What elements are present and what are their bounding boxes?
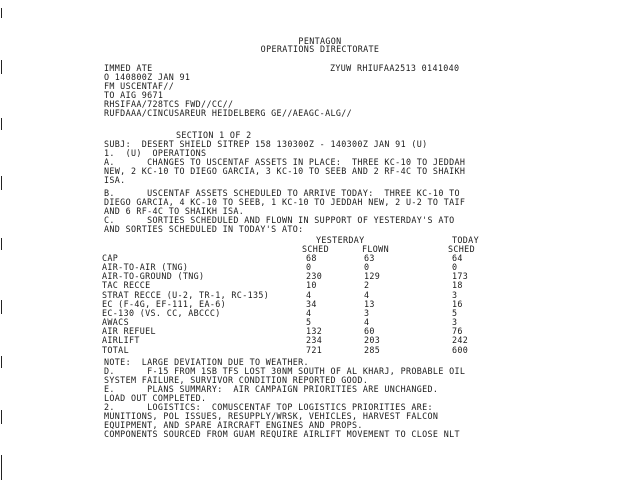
para-d-line-1: D. F-15 FROM 1SB TFS LOST 30NM SOUTH OF AL KHARJ, PROBABLE OIL <box>104 366 466 376</box>
table-cell-category: AIRLIFT <box>102 335 140 346</box>
margin-mark <box>1 176 2 190</box>
table-cell-category: AWACS <box>102 317 129 328</box>
table-cell-sched: 34 <box>306 298 317 309</box>
logistics-line-2: MUNITIONS, POL ISSUES, RESUPPLY/WRSK, VEHICLES, HARVEST FALCON <box>104 411 439 421</box>
table-group-today: TODAY <box>452 235 479 245</box>
table-cell-today: 3 <box>452 289 458 300</box>
to-line: TO AIG 9671 <box>104 90 164 100</box>
table-cell-sched: 0 <box>306 262 312 273</box>
header-org: PENTAGON <box>298 36 342 46</box>
para-c-line-2: AND SORTIES SCHEDULED IN TODAY'S ATO: <box>104 224 304 234</box>
precedence: IMMED ATE <box>104 63 153 73</box>
table-cell-flown: 13 <box>364 298 375 309</box>
table-cell-sched: 721 <box>306 344 323 355</box>
table-cell-sched: 4 <box>306 307 312 318</box>
table-cell-today: 0 <box>452 262 458 273</box>
table-group-yesterday: YESTERDAY <box>316 235 365 245</box>
table-cell-today: 173 <box>452 271 469 282</box>
table-col-sched: SCHED <box>302 244 329 254</box>
table-cell-category: CAP <box>102 253 119 263</box>
para-a-line-1: A. CHANGES TO USCENTAF ASSETS IN PLACE: THREE KC-10 TO JEDDAH <box>104 157 466 167</box>
logistics-line-1: 2. LOGISTICS: COMUSCENTAF TOP LOGISTICS PRIORITIES ARE: <box>104 402 433 412</box>
table-cell-sched: 5 <box>306 317 312 328</box>
table-cell-today: 242 <box>452 335 469 346</box>
margin-mark <box>1 300 2 314</box>
table-cell-flown: 63 <box>364 253 375 263</box>
para-e-line-1: E. PLANS SUMMARY: AIR CAMPAIGN PRIORITIES ARE UNCHANGED. <box>104 384 439 394</box>
margin-mark <box>1 60 2 74</box>
para-a-line-2: NEW, 2 KC-10 TO DIEGO GARCIA, 3 KC-10 TO SEEB AND 2 RF-4C TO SHAIKH <box>104 166 466 176</box>
header-directorate: OPERATIONS DIRECTORATE <box>260 44 380 54</box>
info-line-2: RUFDAAA/CINCUSAREUR HEIDELBERG GE//AEAGC-ALG// <box>104 108 353 118</box>
subject-line: SUBJ: DESERT SHIELD SITREP 158 130300Z - 140300Z JAN 91 (U) <box>104 139 428 149</box>
info-line-1: RHSIFAA/728TCS FWD//CC// <box>104 99 234 109</box>
table-cell-category: TOTAL <box>102 344 129 355</box>
table-cell-flown: 3 <box>364 307 370 318</box>
table-cell-category: AIR REFUEL <box>102 326 156 337</box>
from-line: FM USCENTAF// <box>104 81 175 91</box>
date-time-group: O 140800Z JAN 91 <box>104 72 191 82</box>
para-b-line-3: AND 6 RF-4C TO SHAIKH ISA. <box>104 206 245 216</box>
table-cell-today: 3 <box>452 317 458 328</box>
table-cell-flown: 4 <box>364 289 370 300</box>
table-cell-flown: 60 <box>364 326 375 337</box>
table-cell-sched: 4 <box>306 289 312 300</box>
table-cell-today: 5 <box>452 307 458 318</box>
margin-mark <box>1 356 2 368</box>
table-cell-category: EC-130 (VS. CC, ABCCC) <box>102 307 221 318</box>
para-c-line-1: C. SORTIES SCHEDULED AND FLOWN IN SUPPORT OF YESTERDAY'S ATO <box>104 215 455 225</box>
para-a-line-3: ISA. <box>104 175 126 185</box>
table-cell-today: 64 <box>452 253 463 263</box>
table-col-today-sched: SCHED <box>448 244 475 254</box>
margin-mark <box>1 238 2 250</box>
para-e-line-2: LOAD OUT COMPLETED. <box>104 393 207 403</box>
table-cell-category: TAC RECCE <box>102 280 151 291</box>
table-cell-sched: 10 <box>306 280 317 291</box>
para-d-line-2: SYSTEM FAILURE, SURVIVOR CONDITION REPORTED GOOD. <box>104 375 369 385</box>
table-cell-category: STRAT RECCE (U-2, TR-1, RC-135) <box>102 289 270 300</box>
message-id: ZYUW RHIUFAA2513 0141040 <box>330 63 460 73</box>
table-cell-category: AIR-TO-GROUND (TNG) <box>102 271 205 282</box>
table-cell-category: EC (F-4G, EF-111, EA-6) <box>102 298 227 309</box>
table-cell-sched: 230 <box>306 271 323 282</box>
table-cell-today: 18 <box>452 280 463 291</box>
table-cell-flown: 4 <box>364 317 370 328</box>
margin-mark <box>1 455 2 480</box>
table-cell-today: 76 <box>452 326 463 337</box>
para-b-line-2: DIEGO GARCIA, 4 KC-10 TO SEEB, 1 KC-10 TO JEDDAH NEW, 2 U-2 TO TAIF <box>104 197 466 207</box>
table-cell-flown: 2 <box>364 280 370 291</box>
margin-mark <box>1 118 2 130</box>
table-cell-sched: 132 <box>306 326 323 337</box>
table-cell-flown: 203 <box>364 335 381 346</box>
margin-mark <box>1 8 2 18</box>
logistics-line-4: COMPONENTS SOURCED FROM GUAM REQUIRE AIRLIFT MOVEMENT TO CLOSE NLT <box>104 429 460 439</box>
table-cell-today: 600 <box>452 344 469 355</box>
table-cell-category: AIR-TO-AIR (TNG) <box>102 262 189 273</box>
table-cell-today: 16 <box>452 298 463 309</box>
table-col-flown: FLOWN <box>362 244 389 254</box>
table-cell-flown: 285 <box>364 344 381 355</box>
logistics-line-3: EQUIPMENT, AND SPARE AIRCRAFT ENGINES AND PROPS. <box>104 420 363 430</box>
note-line: NOTE: LARGE DEVIATION DUE TO WEATHER. <box>104 357 309 367</box>
table-cell-sched: 234 <box>306 335 323 346</box>
table-cell-sched: 68 <box>306 253 317 263</box>
operations-heading: 1. (U) OPERATIONS <box>104 148 207 158</box>
margin-mark <box>1 410 2 424</box>
para-b-line-1: B. USCENTAF ASSETS SCHEDULED TO ARRIVE TODAY: THREE KC-10 TO <box>104 188 460 198</box>
table-cell-flown: 0 <box>364 262 370 273</box>
section-label: SECTION 1 OF 2 <box>176 130 252 140</box>
table-cell-flown: 129 <box>364 271 381 282</box>
